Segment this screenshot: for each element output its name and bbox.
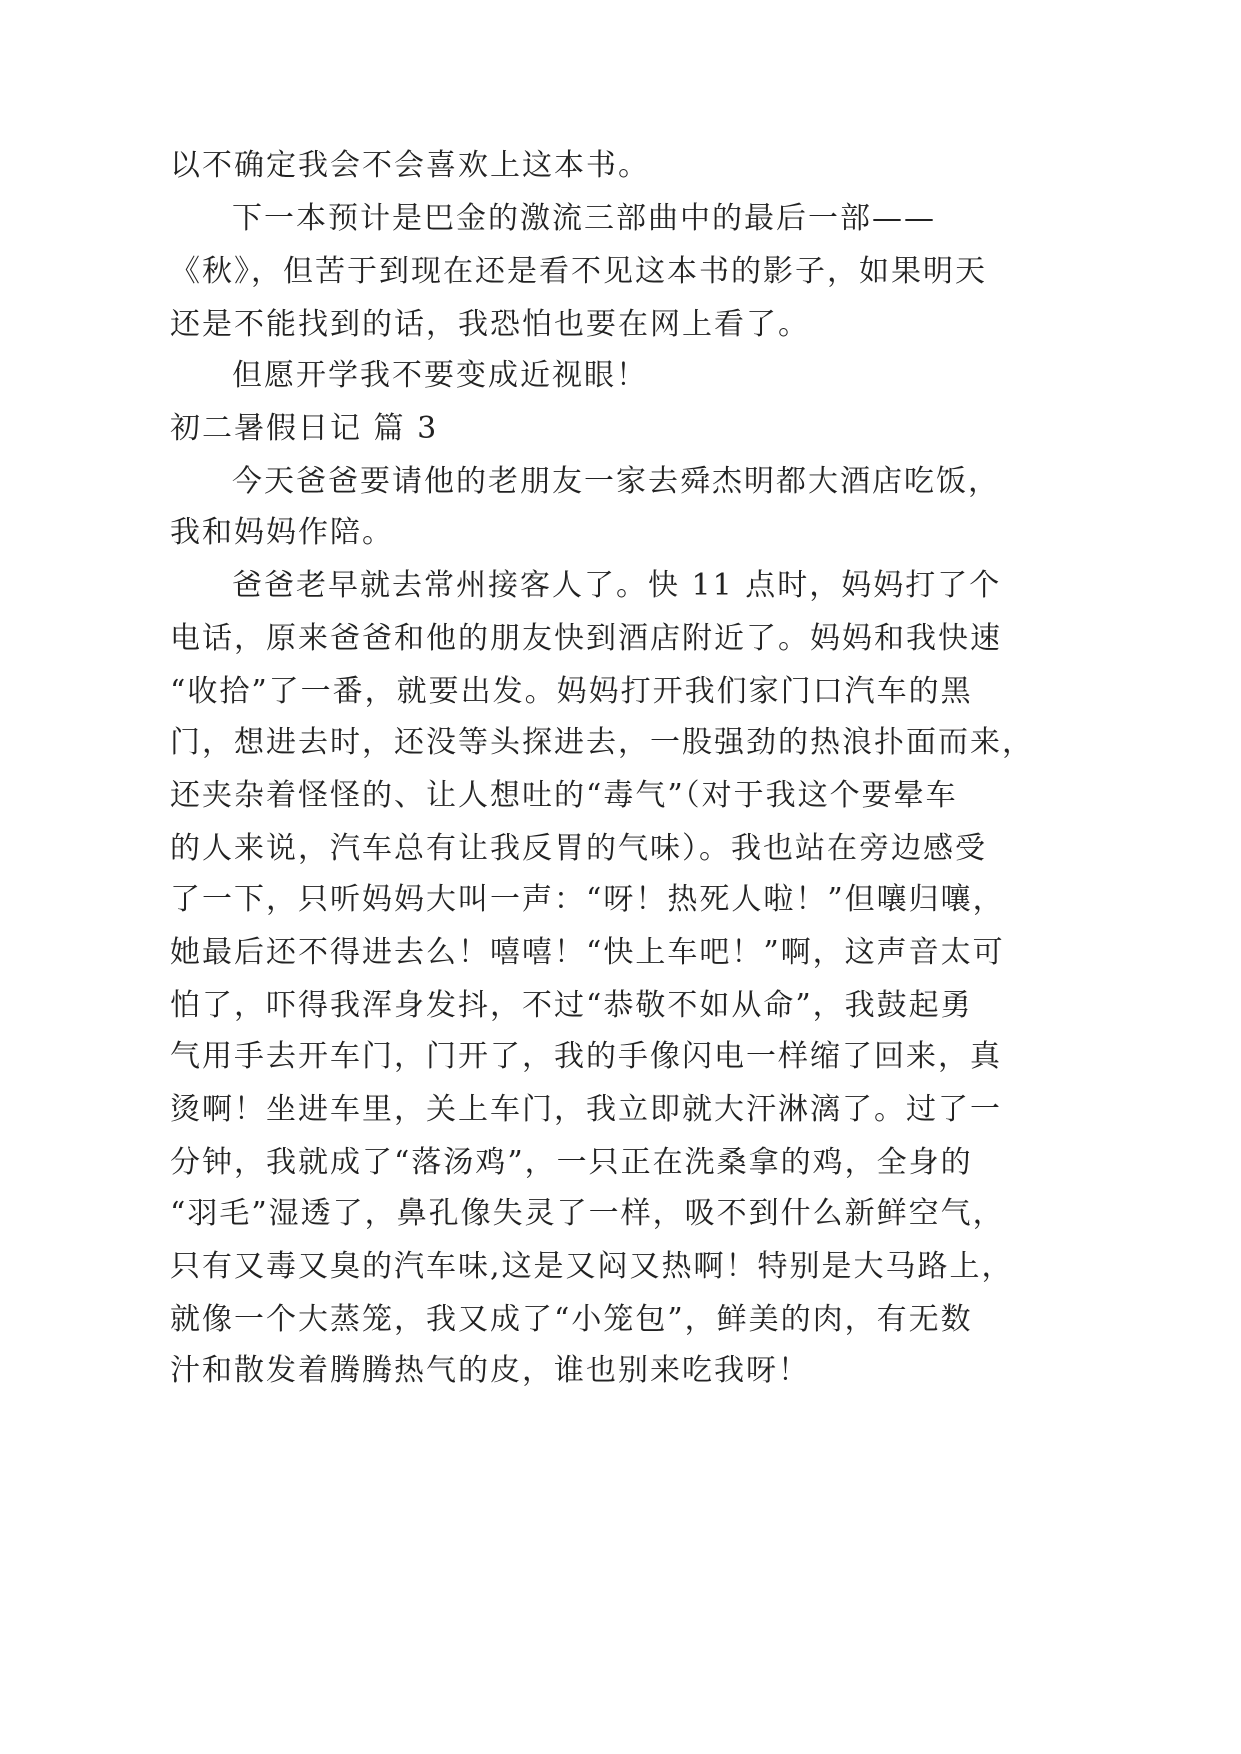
- text-line: 烫啊！坐进车里，关上车门，我立即就大汗淋漓了。过了一: [170, 1092, 1002, 1127]
- text-line: 我和妈妈作陪。: [170, 515, 394, 550]
- section-heading: 初二暑假日记 篇 3: [170, 411, 439, 446]
- text-line: 爸爸老早就去常州接客人了。快 11 点时，妈妈打了个: [232, 568, 1002, 603]
- text-line: 汁和散发着腾腾热气的皮，谁也别来吃我呀！: [170, 1353, 810, 1388]
- text-line: 了一下，只听妈妈大叫一声：“呀！热死人啦！”但嚷归嚷，: [170, 882, 1005, 917]
- text-line: 她最后还不得进去么！嘻嘻！“快上车吧！”啊，这声音太可: [170, 935, 1005, 970]
- text-line: 《秋》，但苦于到现在还是看不见这本书的影子，如果明天: [170, 254, 987, 289]
- text-line: 但愿开学我不要变成近视眼！: [232, 358, 648, 393]
- text-line: 分钟，我就成了“落汤鸡”，一只正在洗桑拿的鸡，全身的: [170, 1145, 973, 1180]
- text-line: 怕了，吓得我浑身发抖，不过“恭敬不如从命”，我鼓起勇: [170, 988, 973, 1023]
- text-line: 还是不能找到的话，我恐怕也要在网上看了。: [170, 307, 810, 342]
- text-line: 电话，原来爸爸和他的朋友快到酒店附近了。妈妈和我快速: [170, 621, 1002, 656]
- text-line: 气用手去开车门，门开了，我的手像闪电一样缩了回来，真: [170, 1039, 1002, 1074]
- text-line: 还夹杂着怪怪的、让人想吐的“毒气”（对于我这个要晕车: [170, 778, 958, 813]
- text-line: 下一本预计是巴金的激流三部曲中的最后一部——: [232, 201, 936, 236]
- text-line: “收拾”了一番，就要出发。妈妈打开我们家门口汽车的黑: [170, 674, 973, 709]
- text-line: 只有又毒又臭的汽车味,这是又闷又热啊！特别是大马路上，: [170, 1249, 1014, 1284]
- text-line: 的人来说，汽车总有让我反胃的气味）。我也站在旁边感受: [170, 831, 987, 866]
- text-line: 以不确定我会不会喜欢上这本书。: [170, 148, 650, 183]
- text-line: 今天爸爸要请他的老朋友一家去舜杰明都大酒店吃饭，: [232, 464, 1000, 499]
- text-line: 就像一个大蒸笼，我又成了“小笼包”，鲜美的肉，有无数: [170, 1302, 973, 1337]
- text-line: 门，想进去时，还没等头探进去，一股强劲的热浪扑面而来，: [170, 725, 1034, 760]
- text-line: “羽毛”湿透了，鼻孔像失灵了一样，吸不到什么新鲜空气，: [170, 1196, 1005, 1231]
